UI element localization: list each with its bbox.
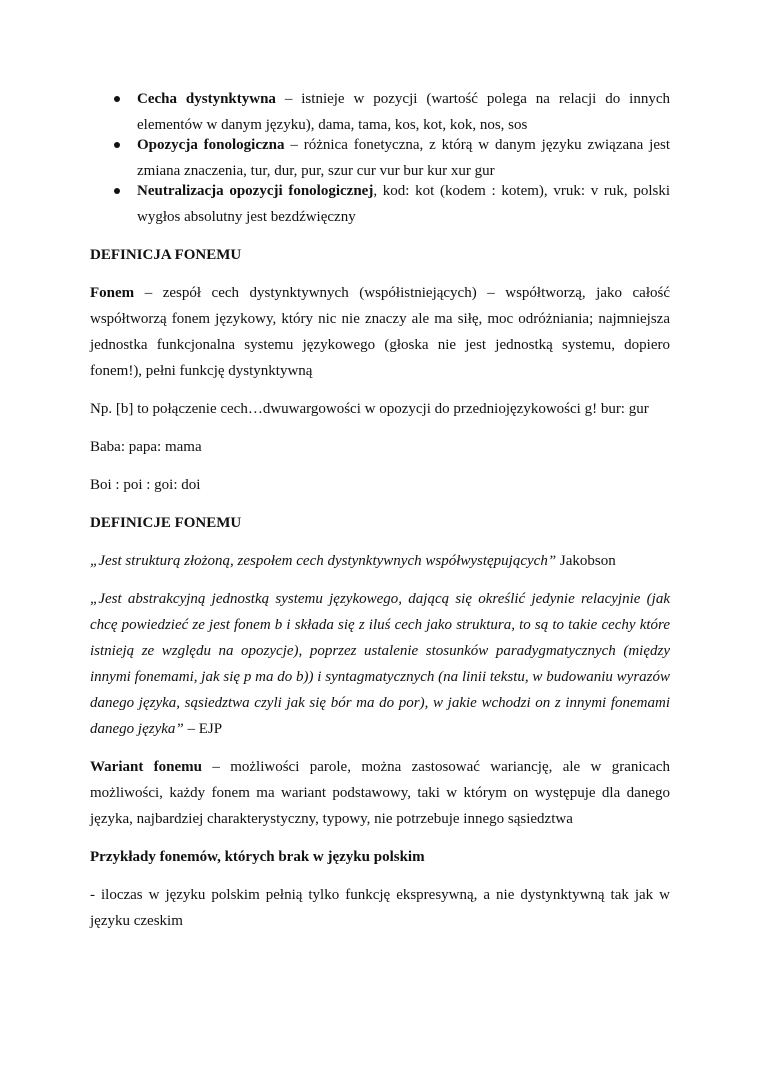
example-np: Np. [b] to połączenie cech…dwuwargowości w opozycji do przedniojęzykowości g! bur: gur [90,401,649,417]
bullet-text: – różnica fonetyczna, z którą w danym języku związana jest zmiana znaczenia, tur, dur, pur, szur cur vur bur kur xur gur [137,137,670,179]
bullet-item [90,132,670,184]
fonem-definition [90,280,670,384]
wariant-term: Wariant fonemu [90,759,203,775]
quote-ejp [90,586,670,742]
bullet-dot-icon [114,142,120,148]
section-heading-definicja: DEFINICJA FONEMU [90,247,242,263]
quote-jakobson [90,548,670,574]
bullet-list [90,86,670,230]
fonem-term: Fonem [90,285,135,301]
section-heading-przyklady: Przykłady fonemów, których brak w języku polskim [90,849,425,865]
iloczas-paragraph: - iloczas w języku polskim pełnią tylko funkcję ekspresywną, a nie dystynktywną tak jak w języku czeskim [90,887,670,929]
bullet-term: Cecha dystynktywna [137,91,276,107]
quote-jakobson-text: „Jest strukturą złożoną, zespołem cech dystynktywnych współwystępujących” [90,553,557,569]
bullet-item [90,86,670,138]
quote-jakobson-author: Jakobson [556,553,616,569]
bullet-term: Neutralizacja opozycji fonologicznej [137,183,374,199]
fonem-text: – zespół cech dystynktywnych (współistniejących) – współtworzą, jako całość współtworzą fonem językowy, który nic nie znaczy ale ma siłę, moc odróżniania; najmniejsza jednostka funkcjonalna systemu językowego (głoska nie jest jednostką systemu, dopiero fonem!), pełni funkcję dystynktywną [90,285,670,379]
example-boi: Boi : poi : goi: doi [90,477,201,493]
example-baba: Baba: papa: mama [90,439,202,455]
bullet-dot-icon [114,188,120,194]
bullet-dot-icon [114,96,120,102]
section-heading-definicje: DEFINICJE FONEMU [90,515,242,531]
wariant-text: – możliwości parole, można zastosować wariancję, ale w granicach możliwości, każdy fonem ma wariant podstawowy, taki w którym on występuje dla danego języka, najbardziej charakterystyczny, typowy, nie potrzebuje innego sąsiedztwa [90,759,671,827]
bullet-text: – istnieje w pozycji (wartość polega na relacji do innych elementów w danym języku), dama, tama, kos, kot, kok, nos, sos [137,91,670,133]
bullet-text: , kod: kot (kodem : kotem), vruk: v ruk, polski wygłos absolutny jest bezdźwięczny [137,183,671,225]
bullet-item [90,178,670,230]
quote-ejp-text: „Jest abstrakcyjną jednostką systemu językowego, dającą się określić jedynie relacyjnie (jak chcę powiedzieć ze jest fonem b i składa się z iluś cech jako struktura, to są to takie cechy które istnieją ze względu na opozycje), poprzez ustalenie stosunków paradygmatycznych (między innymi fonemami, jak się p ma do b)) i syntagmatycznych (na linii tekstu, w budowaniu wyrazów danego języka, sąsiedztwa czyli jak się bór ma do por), w jakie wchodzi on z innymi fonemami danego języka” [90,591,670,737]
wariant-definition [90,754,670,832]
bullet-term: Opozycja fonologiczna [137,137,285,153]
quote-ejp-author: – EJP [183,721,223,737]
document-page [90,86,670,934]
